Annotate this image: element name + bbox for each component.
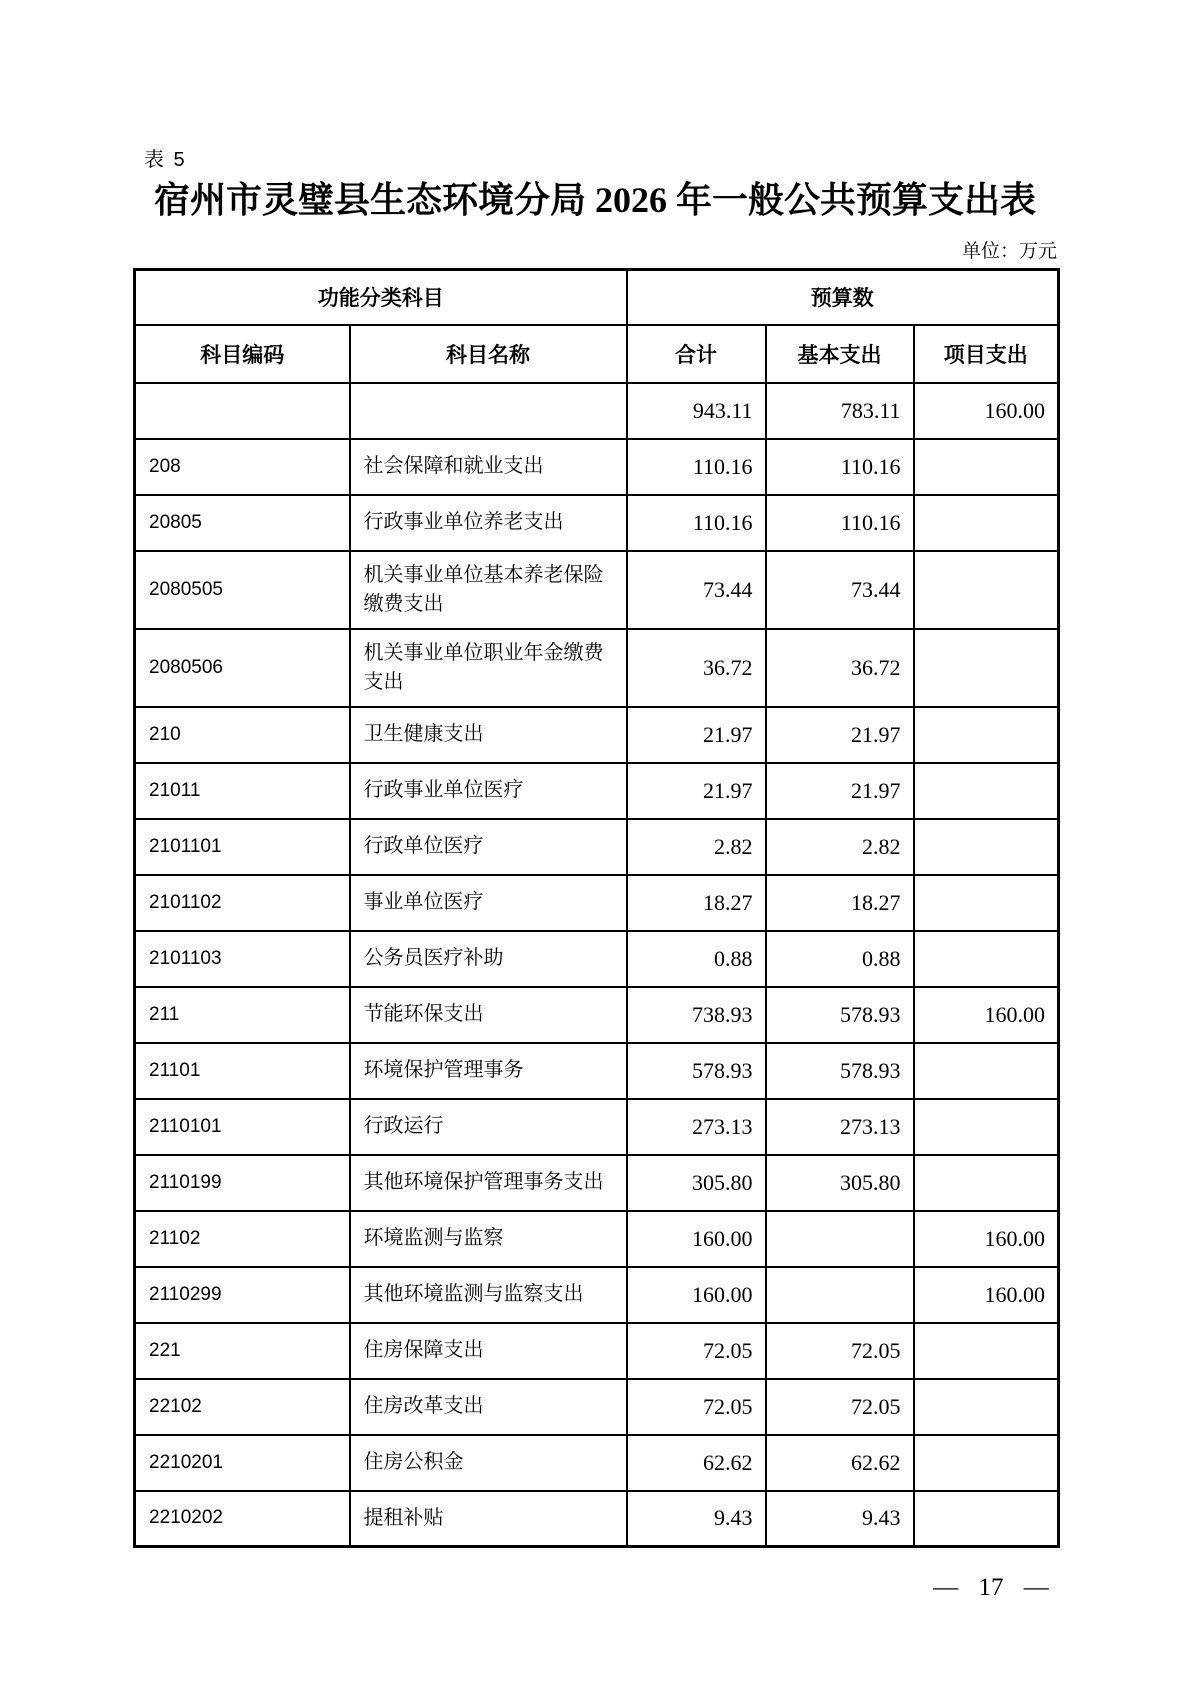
total-cell: 160.00 xyxy=(627,1211,766,1267)
subject-code-cell: 20805 xyxy=(135,495,350,551)
total-cell: 110.16 xyxy=(627,439,766,495)
table-row xyxy=(135,763,1059,819)
project-expenditure-cell: 160.00 xyxy=(914,383,1059,439)
unit-note: 单位：万元 xyxy=(961,241,1057,262)
subject-name-cell: 环境保护管理事务 xyxy=(350,1043,627,1099)
subject-code-cell: 2101102 xyxy=(135,875,350,931)
table-header xyxy=(135,270,1059,383)
subject-name-cell: 事业单位医疗 xyxy=(350,875,627,931)
total-cell: 943.11 xyxy=(627,383,766,439)
project-expenditure-cell xyxy=(914,819,1059,875)
subject-name-cell: 机关事业单位基本养老保险缴费支出 xyxy=(350,551,627,629)
subject-code-cell: 22102 xyxy=(135,1379,350,1435)
basic-expenditure-cell: 578.93 xyxy=(766,1043,914,1099)
table-label: 表 5 xyxy=(144,149,187,171)
basic-expenditure-cell: 9.43 xyxy=(766,1491,914,1547)
project-expenditure-cell: 160.00 xyxy=(914,987,1059,1043)
header-budget-amount: 预算数 xyxy=(627,270,1059,325)
project-expenditure-cell xyxy=(914,1323,1059,1379)
subject-name-cell: 提租补贴 xyxy=(350,1491,627,1547)
total-cell: 578.93 xyxy=(627,1043,766,1099)
header-basic-expenditure: 基本支出 xyxy=(766,325,914,383)
basic-expenditure-cell: 2.82 xyxy=(766,819,914,875)
table-row xyxy=(135,1099,1059,1155)
basic-expenditure-cell: 273.13 xyxy=(766,1099,914,1155)
budget-expenditure-table xyxy=(133,268,1060,1548)
total-cell: 18.27 xyxy=(627,875,766,931)
subject-name-cell: 机关事业单位职业年金缴费支出 xyxy=(350,629,627,707)
table-row xyxy=(135,629,1059,707)
basic-expenditure-cell xyxy=(766,1267,914,1323)
project-expenditure-cell: 160.00 xyxy=(914,1267,1059,1323)
total-cell: 110.16 xyxy=(627,495,766,551)
basic-expenditure-cell: 21.97 xyxy=(766,763,914,819)
subject-code-cell: 2210202 xyxy=(135,1491,350,1547)
subject-name-cell: 行政事业单位养老支出 xyxy=(350,495,627,551)
subject-name-cell: 其他环境保护管理事务支出 xyxy=(350,1155,627,1211)
subject-name-cell: 住房公积金 xyxy=(350,1435,627,1491)
project-expenditure-cell xyxy=(914,707,1059,763)
page-title-prefix: 宿州市灵璧县生态环境分局 xyxy=(153,179,586,220)
basic-expenditure-cell: 110.16 xyxy=(766,439,914,495)
basic-expenditure-cell: 0.88 xyxy=(766,931,914,987)
table-row xyxy=(135,383,1059,439)
table-body xyxy=(135,383,1059,1547)
total-cell: 21.97 xyxy=(627,763,766,819)
table-row xyxy=(135,1043,1059,1099)
subject-name-cell: 其他环境监测与监察支出 xyxy=(350,1267,627,1323)
subject-code-cell: 221 xyxy=(135,1323,350,1379)
table-row xyxy=(135,819,1059,875)
subject-code-cell: 21011 xyxy=(135,763,350,819)
header-project-expenditure: 项目支出 xyxy=(914,325,1059,383)
total-cell: 2.82 xyxy=(627,819,766,875)
total-cell: 0.88 xyxy=(627,931,766,987)
project-expenditure-cell xyxy=(914,1379,1059,1435)
project-expenditure-cell xyxy=(914,931,1059,987)
table-row xyxy=(135,875,1059,931)
project-expenditure-cell xyxy=(914,1491,1059,1547)
total-cell: 160.00 xyxy=(627,1267,766,1323)
header-subject-code: 科目编码 xyxy=(135,325,350,383)
total-cell: 21.97 xyxy=(627,707,766,763)
subject-code-cell: 210 xyxy=(135,707,350,763)
project-expenditure-cell xyxy=(914,1155,1059,1211)
basic-expenditure-cell: 783.11 xyxy=(766,383,914,439)
page-number: — 17 — xyxy=(933,1574,1049,1601)
basic-expenditure-cell: 110.16 xyxy=(766,495,914,551)
subject-name-cell: 住房改革支出 xyxy=(350,1379,627,1435)
page-title-year: 2026 xyxy=(595,180,667,220)
subject-code-cell: 21102 xyxy=(135,1211,350,1267)
project-expenditure-cell xyxy=(914,551,1059,629)
basic-expenditure-cell: 73.44 xyxy=(766,551,914,629)
table-row xyxy=(135,707,1059,763)
subject-name-cell: 行政事业单位医疗 xyxy=(350,763,627,819)
table-row xyxy=(135,1211,1059,1267)
total-cell: 72.05 xyxy=(627,1379,766,1435)
project-expenditure-cell xyxy=(914,875,1059,931)
project-expenditure-cell xyxy=(914,763,1059,819)
subject-code-cell xyxy=(135,383,350,439)
subject-name-cell xyxy=(350,383,627,439)
header-group-row xyxy=(135,270,1059,325)
basic-expenditure-cell: 18.27 xyxy=(766,875,914,931)
table-row xyxy=(135,1323,1059,1379)
project-expenditure-cell: 160.00 xyxy=(914,1211,1059,1267)
project-expenditure-cell xyxy=(914,1043,1059,1099)
subject-code-cell: 2080505 xyxy=(135,551,350,629)
project-expenditure-cell xyxy=(914,1435,1059,1491)
subject-name-cell: 节能环保支出 xyxy=(350,987,627,1043)
page-title-suffix: 年一般公共预算支出表 xyxy=(676,179,1037,220)
total-cell: 62.62 xyxy=(627,1435,766,1491)
table-row xyxy=(135,551,1059,629)
header-columns-row xyxy=(135,325,1059,383)
project-expenditure-cell xyxy=(914,495,1059,551)
header-functional-classification: 功能分类科目 xyxy=(135,270,627,325)
subject-code-cell: 208 xyxy=(135,439,350,495)
table-row xyxy=(135,1267,1059,1323)
page-title xyxy=(0,172,1190,223)
subject-code-cell: 2110199 xyxy=(135,1155,350,1211)
table-row xyxy=(135,1491,1059,1547)
basic-expenditure-cell xyxy=(766,1211,914,1267)
table-row xyxy=(135,987,1059,1043)
total-cell: 273.13 xyxy=(627,1099,766,1155)
project-expenditure-cell xyxy=(914,629,1059,707)
subject-name-cell: 住房保障支出 xyxy=(350,1323,627,1379)
basic-expenditure-cell: 36.72 xyxy=(766,629,914,707)
header-subject-name: 科目名称 xyxy=(350,325,627,383)
subject-name-cell: 公务员医疗补助 xyxy=(350,931,627,987)
subject-code-cell: 2110101 xyxy=(135,1099,350,1155)
subject-code-cell: 21101 xyxy=(135,1043,350,1099)
total-cell: 738.93 xyxy=(627,987,766,1043)
subject-code-cell: 2080506 xyxy=(135,629,350,707)
subject-code-cell: 211 xyxy=(135,987,350,1043)
basic-expenditure-cell: 62.62 xyxy=(766,1435,914,1491)
subject-code-cell: 2210201 xyxy=(135,1435,350,1491)
total-cell: 305.80 xyxy=(627,1155,766,1211)
table-row xyxy=(135,495,1059,551)
subject-code-cell: 2101101 xyxy=(135,819,350,875)
subject-name-cell: 行政单位医疗 xyxy=(350,819,627,875)
basic-expenditure-cell: 578.93 xyxy=(766,987,914,1043)
header-total: 合计 xyxy=(627,325,766,383)
total-cell: 9.43 xyxy=(627,1491,766,1547)
basic-expenditure-cell: 305.80 xyxy=(766,1155,914,1211)
basic-expenditure-cell: 72.05 xyxy=(766,1323,914,1379)
subject-name-cell: 环境监测与监察 xyxy=(350,1211,627,1267)
project-expenditure-cell xyxy=(914,1099,1059,1155)
basic-expenditure-cell: 21.97 xyxy=(766,707,914,763)
basic-expenditure-cell: 72.05 xyxy=(766,1379,914,1435)
subject-code-cell: 2101103 xyxy=(135,931,350,987)
table-row xyxy=(135,1435,1059,1491)
table-row xyxy=(135,439,1059,495)
subject-code-cell: 2110299 xyxy=(135,1267,350,1323)
table-row xyxy=(135,1155,1059,1211)
total-cell: 73.44 xyxy=(627,551,766,629)
project-expenditure-cell xyxy=(914,439,1059,495)
table-row xyxy=(135,931,1059,987)
total-cell: 72.05 xyxy=(627,1323,766,1379)
table-row xyxy=(135,1379,1059,1435)
subject-name-cell: 行政运行 xyxy=(350,1099,627,1155)
total-cell: 36.72 xyxy=(627,629,766,707)
subject-name-cell: 卫生健康支出 xyxy=(350,707,627,763)
subject-name-cell: 社会保障和就业支出 xyxy=(350,439,627,495)
